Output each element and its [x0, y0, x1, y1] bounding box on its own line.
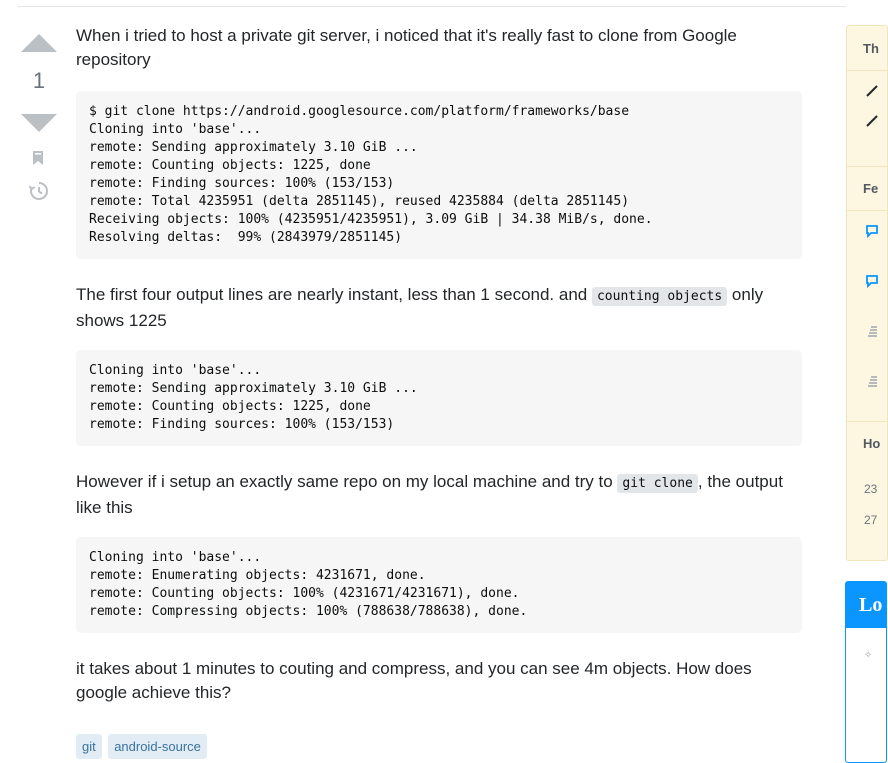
paragraph-2-text: The first four output lines are nearly instant, less than 1 second. and [76, 285, 592, 304]
history-icon[interactable] [28, 180, 50, 202]
widget-divider [847, 421, 887, 422]
pencil-icon[interactable] [865, 84, 879, 98]
sidebar-widget [846, 25, 888, 561]
tag-list [76, 734, 209, 759]
code-block-2: Cloning into 'base'... remote: Sending approximately 3.10 GiB ... remote: Counting objects: 1225, done remote: Finding sources: 100% (153/153) [76, 350, 802, 446]
upvote-button[interactable] [21, 34, 57, 52]
paragraph-2 [76, 283, 802, 333]
downvote-button[interactable] [21, 114, 57, 132]
speech-bubble-icon[interactable] [865, 224, 879, 238]
code-block-1: $ git clone https://android.googlesource.com/platform/frameworks/base Cloning into 'base'... remote: Sending approximately 3.10 GiB ... remote: Counting objects: 1225, done remote: Finding sources: 100% (153/153) remote: Total 4235951 (delta 2851145), reused 4235884 (delta 2851145) Receiving objects: 100% (4235951/4235951), 3.09 GiB | 34.38 MiB/s, done. Resolving deltas: 99% (2843979/2851145) [76, 91, 802, 259]
collective-card [845, 581, 887, 763]
paragraph-3-text: , the output like this [76, 472, 783, 517]
paragraph-3-text: However if i setup an exactly same repo on my local machine and try to [76, 472, 618, 491]
widget-heading-hot: Ho [863, 436, 881, 451]
paragraph-1: When i tried to host a private git server, i noticed that it's really fast to clone from Google repository [76, 26, 737, 69]
paragraph-2-text: only shows 1225 [76, 285, 764, 330]
stack-icon[interactable] [865, 374, 879, 388]
stack-icon[interactable] [865, 324, 879, 338]
tag-git[interactable]: git [76, 734, 102, 759]
widget-divider [847, 166, 887, 167]
code-block-3: Cloning into 'base'... remote: Enumerating objects: 4231671, done. remote: Counting objects: 100% (4231671/4231671), done. remote: Compressing objects: 100% (788638/788638), done. [76, 537, 802, 633]
hot-meta-count: 27 [864, 513, 878, 527]
pencil-icon[interactable] [865, 114, 879, 128]
speech-bubble-icon[interactable] [865, 274, 879, 288]
tag-android-source[interactable]: android-source [108, 734, 207, 759]
sparkle-icon: ✧ [864, 650, 873, 661]
widget-heading-blog: Th [863, 41, 879, 56]
widget-heading-featured: Fe [863, 181, 879, 196]
paragraph-3 [76, 470, 802, 520]
collective-title: Lo [859, 594, 883, 616]
hot-meta-count: 23 [864, 482, 878, 496]
inline-code: git clone [617, 474, 697, 493]
collective-header [846, 582, 886, 628]
inline-code: counting objects [592, 287, 727, 306]
bookmark-icon[interactable] [32, 150, 44, 166]
widget-divider [847, 70, 887, 71]
top-divider [18, 6, 846, 7]
vote-count: 1 [32, 68, 46, 93]
paragraph-4: it takes about 1 minutes to couting and compress, and you can see 4m objects. How does google achieve this? [76, 659, 752, 702]
widget-divider [847, 210, 887, 211]
